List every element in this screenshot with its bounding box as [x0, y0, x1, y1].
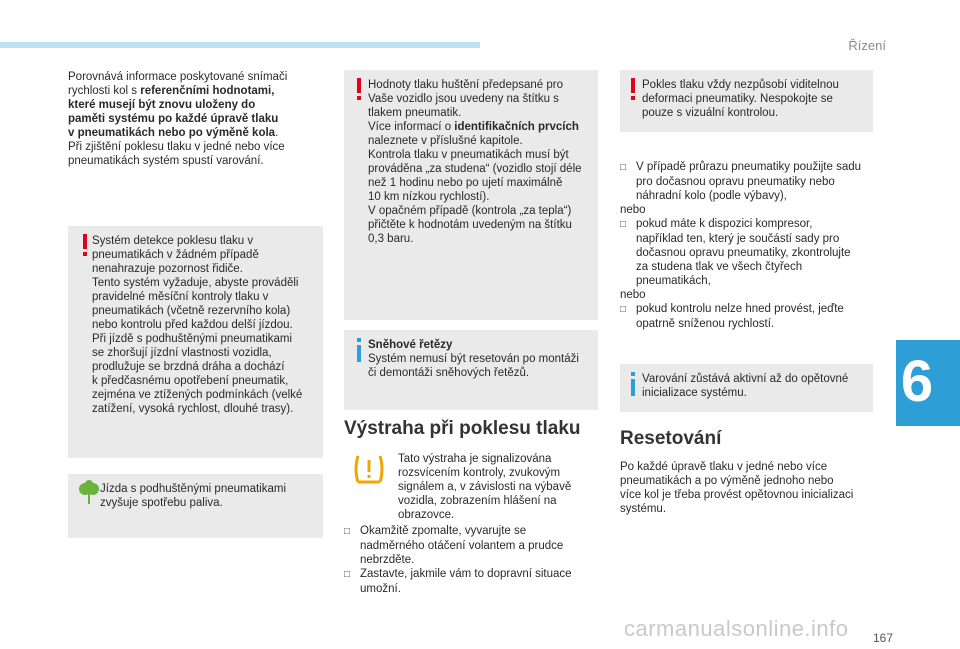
eco-text: Jízda s podhuštěnými pneumatikami zvyšuje spotřebu paliva.: [100, 483, 287, 509]
info-icon: [356, 338, 362, 362]
warning-box-detection: [68, 226, 323, 458]
warning-active-text: Varování zůstává aktivní až do opětovné inicializace systému.: [642, 373, 849, 399]
heading-pressure-warning: Výstraha při poklesu tlaku: [344, 418, 581, 439]
exclamation-icon: [356, 78, 362, 100]
info-box-warning-active: [620, 364, 873, 412]
warning-box-visual: [620, 70, 873, 132]
warning-text: Systém detekce poklesu tlaku v pneumatikách v žádném případě nenahrazuje pozornost řidiče. Tento systém vyžaduje, abyste prováděli pravidelné měsíční kontroly tlaku v pneumatikách (včetně rezervního kola) nebo kontrolu před každou delší jízdou. Při jízdě s podhuštěnými pneumatikami se zhoršují jízdní vlastnosti vozidla, prodlužuje se brzdná dráha a dochází k předčasnému opotřebení pneumatik, zejména ve ztížených podmínkách (velké zatížení, vysoká rychlost, dlouhé trasy).: [92, 235, 303, 415]
leaf-tree-icon: [78, 480, 100, 506]
section-title: Řízení: [848, 38, 886, 53]
pressure-text: Hodnoty tlaku huštění předepsané pro Vaše vozidlo jsou uvedeny na štítku s tlakem pneumatik. Více informací o identifikačních prvcích naleznete v příslušné kapitole. Kontrola tlaku v pneumatikách musí být prováděna „za studena“ (vozidlo stojí déle než 1 hodinu nebo po ujetí maximálně 10 km nízkou rychlostí). V opačném případě (kontrola „za tepla“) přičtěte k hodnotám uvedeným na štítku 0,3 baru.: [368, 79, 582, 245]
heading-reset: Resetování: [620, 428, 722, 449]
visual-warning-text: Pokles tlaku vždy nezpůsobí viditelnou deformaci pneumatiky. Nespokojte se pouze s vizuální kontrolou.: [642, 79, 839, 119]
bullet-icon: □: [344, 569, 351, 580]
bullet-icon: □: [344, 526, 351, 537]
warning-box-pressure: [344, 70, 598, 320]
exclamation-icon: [630, 78, 636, 100]
intro-paragraph: Porovnává informace poskytované snímači rychlosti kol s referenčními hodnotami, které musejí být znovu uloženy do paměti systému po každé úpravě tlaku v pneumatikách nebo po výměně kola. Při zjištění poklesu tlaku v jedné nebo více pneumatikách systém spustí varování.: [68, 71, 288, 167]
puncture-list: □ V případě průrazu pneumatiky použijte sadu pro dočasnou opravu pneumatiky nebo náhradní kolo (podle výbavy), nebo □ pokud máte k dispozici kompresor, například ten, který je součástí sady pro dočasnou opravu pneumatiky, zkontrolujte za studena tlak ve všech čtyřech pneumatikách, nebo □ pokud kontrolu nelze hned provést, jeďte opatrně sníženou rychlostí.: [620, 161, 862, 330]
alert-text: Tato výstraha je signalizována rozsvícením kontroly, zvukovým signálem a, v závislosti na výbavě vozidla, zobrazením hlášení na obrazovce.: [398, 453, 572, 521]
action-list: □ Okamžitě zpomalte, vyvarujte se nadměrného otáčení volantem a prudce nebrzděte. □ Zastavte, jakmile vám to dopravní situace umožní.: [344, 525, 572, 595]
snow-chains-text: Sněhové řetězy Systém nemusí být resetován po montáži či demontáži sněhových řetězů.: [368, 339, 579, 379]
bullet-icon: □: [620, 219, 627, 230]
tire-pressure-warning-icon: [352, 452, 386, 486]
reset-text: Po každé úpravě tlaku v jedné nebo více pneumatikách a po výměně jednoho nebo více kol je třeba provést opětovnou inicializaci systému.: [620, 461, 854, 515]
bullet-icon: □: [620, 162, 627, 173]
bullet-icon: □: [620, 304, 627, 315]
eco-box: [68, 474, 323, 538]
watermark: carmanualsonline.info: [624, 616, 849, 641]
header-bar: [0, 42, 480, 48]
info-box-snow-chains: [344, 330, 598, 410]
info-icon: [630, 372, 636, 396]
chapter-number: 6: [900, 349, 934, 414]
exclamation-icon: [82, 234, 88, 256]
page-number: 167: [873, 631, 894, 645]
